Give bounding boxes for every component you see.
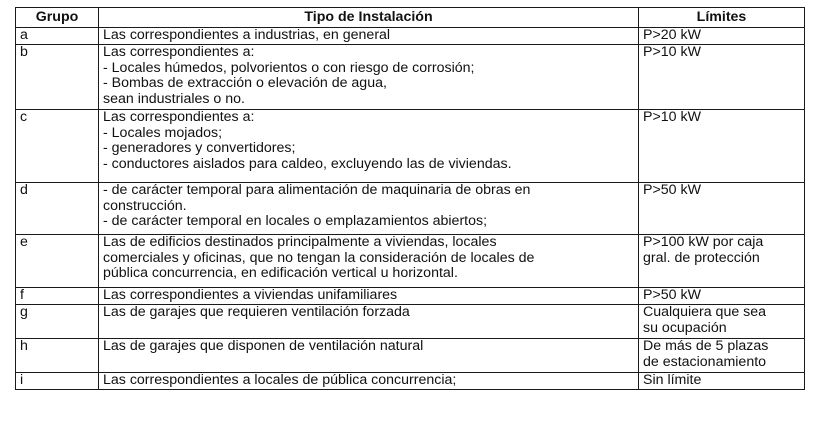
header-tipo: Tipo de Instalación [99, 8, 639, 28]
tipo-line: - Bombas de extracción o elevación de agua, [103, 75, 387, 92]
cell-limites [639, 235, 805, 288]
tipo-line: Las correspondientes a: [103, 109, 255, 125]
tipo-line: - Locales húmedos, polvorientos o con riesgo de corrosión; [103, 59, 475, 76]
tipo-line: - Locales mojados; [103, 124, 223, 141]
cell-grupo: c [16, 110, 99, 183]
table-body [16, 28, 805, 390]
table-row [16, 373, 805, 390]
limite-line: de estacionamiento [643, 353, 767, 370]
tipo-line: pública concurrencia, en edificación vertical u horizontal. [103, 265, 458, 282]
cell-tipo [99, 110, 639, 183]
installation-groups-table [15, 7, 805, 390]
tipo-line: construcción. [103, 197, 187, 214]
limite-line: su ocupación [643, 319, 727, 336]
limite-line: gral. de protección [643, 249, 760, 266]
cell-limites [639, 183, 805, 235]
limite-line: P>10 kW [643, 109, 701, 125]
cell-grupo: d [16, 183, 99, 235]
cell-tipo [99, 288, 639, 305]
header-limites: Límites [639, 8, 805, 28]
table-row [16, 110, 805, 183]
cell-tipo [99, 28, 639, 45]
tipo-line: Las correspondientes a locales de pública concurrencia; [103, 372, 457, 388]
limite-line: P>50 kW [643, 182, 701, 198]
table-row [16, 305, 805, 339]
cell-grupo: h [16, 339, 99, 373]
table-row [16, 28, 805, 45]
cell-limites [639, 45, 805, 110]
cell-grupo: i [16, 373, 99, 390]
cell-limites [639, 373, 805, 390]
limite-line: De más de 5 plazas [643, 338, 769, 354]
table-row [16, 235, 805, 288]
cell-tipo [99, 339, 639, 373]
cell-limites [639, 288, 805, 305]
cell-tipo [99, 45, 639, 110]
limite-line: P>50 kW [643, 287, 701, 303]
cell-tipo [99, 373, 639, 390]
tipo-line: Las correspondientes a viviendas unifamiliares [103, 287, 398, 303]
tipo-line: Las de edificios destinados principalmente a viviendas, locales [103, 234, 497, 250]
cell-grupo: b [16, 45, 99, 110]
cell-limites [639, 339, 805, 373]
header-grupo: Grupo [16, 8, 99, 28]
tipo-line: - generadores y convertidores; [103, 140, 296, 157]
tipo-line: Las correspondientes a: [103, 44, 255, 60]
limite-line: P>100 kW por caja [643, 234, 764, 250]
tipo-line: - conductores aislados para caldeo, excluyendo las de viviendas. [103, 155, 512, 172]
limite-line: Sin límite [643, 372, 702, 388]
tipo-line: sean industriales o no. [103, 90, 245, 107]
table-row [16, 288, 805, 305]
tipo-line: - de carácter temporal para alimentación de maquinaria de obras en [103, 182, 531, 198]
cell-limites [639, 110, 805, 183]
table-row [16, 183, 805, 235]
tipo-line: Las correspondientes a industrias, en general [103, 27, 391, 43]
cell-limites [639, 305, 805, 339]
cell-tipo [99, 183, 639, 235]
cell-tipo [99, 305, 639, 339]
cell-tipo [99, 235, 639, 288]
cell-grupo: f [16, 288, 99, 305]
cell-limites [639, 28, 805, 45]
cell-grupo: a [16, 28, 99, 45]
limite-line: P>10 kW [643, 44, 701, 60]
table-row [16, 339, 805, 373]
cell-grupo: e [16, 235, 99, 288]
header-row [16, 8, 805, 28]
table-row [16, 45, 805, 110]
tipo-line: Las de garajes que requieren ventilación forzada [103, 304, 410, 320]
limite-line: Cualquiera que sea [643, 304, 767, 320]
limite-line: P>20 kW [643, 27, 701, 43]
cell-grupo: g [16, 305, 99, 339]
tipo-line: Las de garajes que disponen de ventilación natural [103, 338, 424, 354]
tipo-line: comerciales y oficinas, que no tengan la consideración de locales de [103, 249, 535, 266]
tipo-line: - de carácter temporal en locales o emplazamientos abiertos; [103, 213, 488, 230]
